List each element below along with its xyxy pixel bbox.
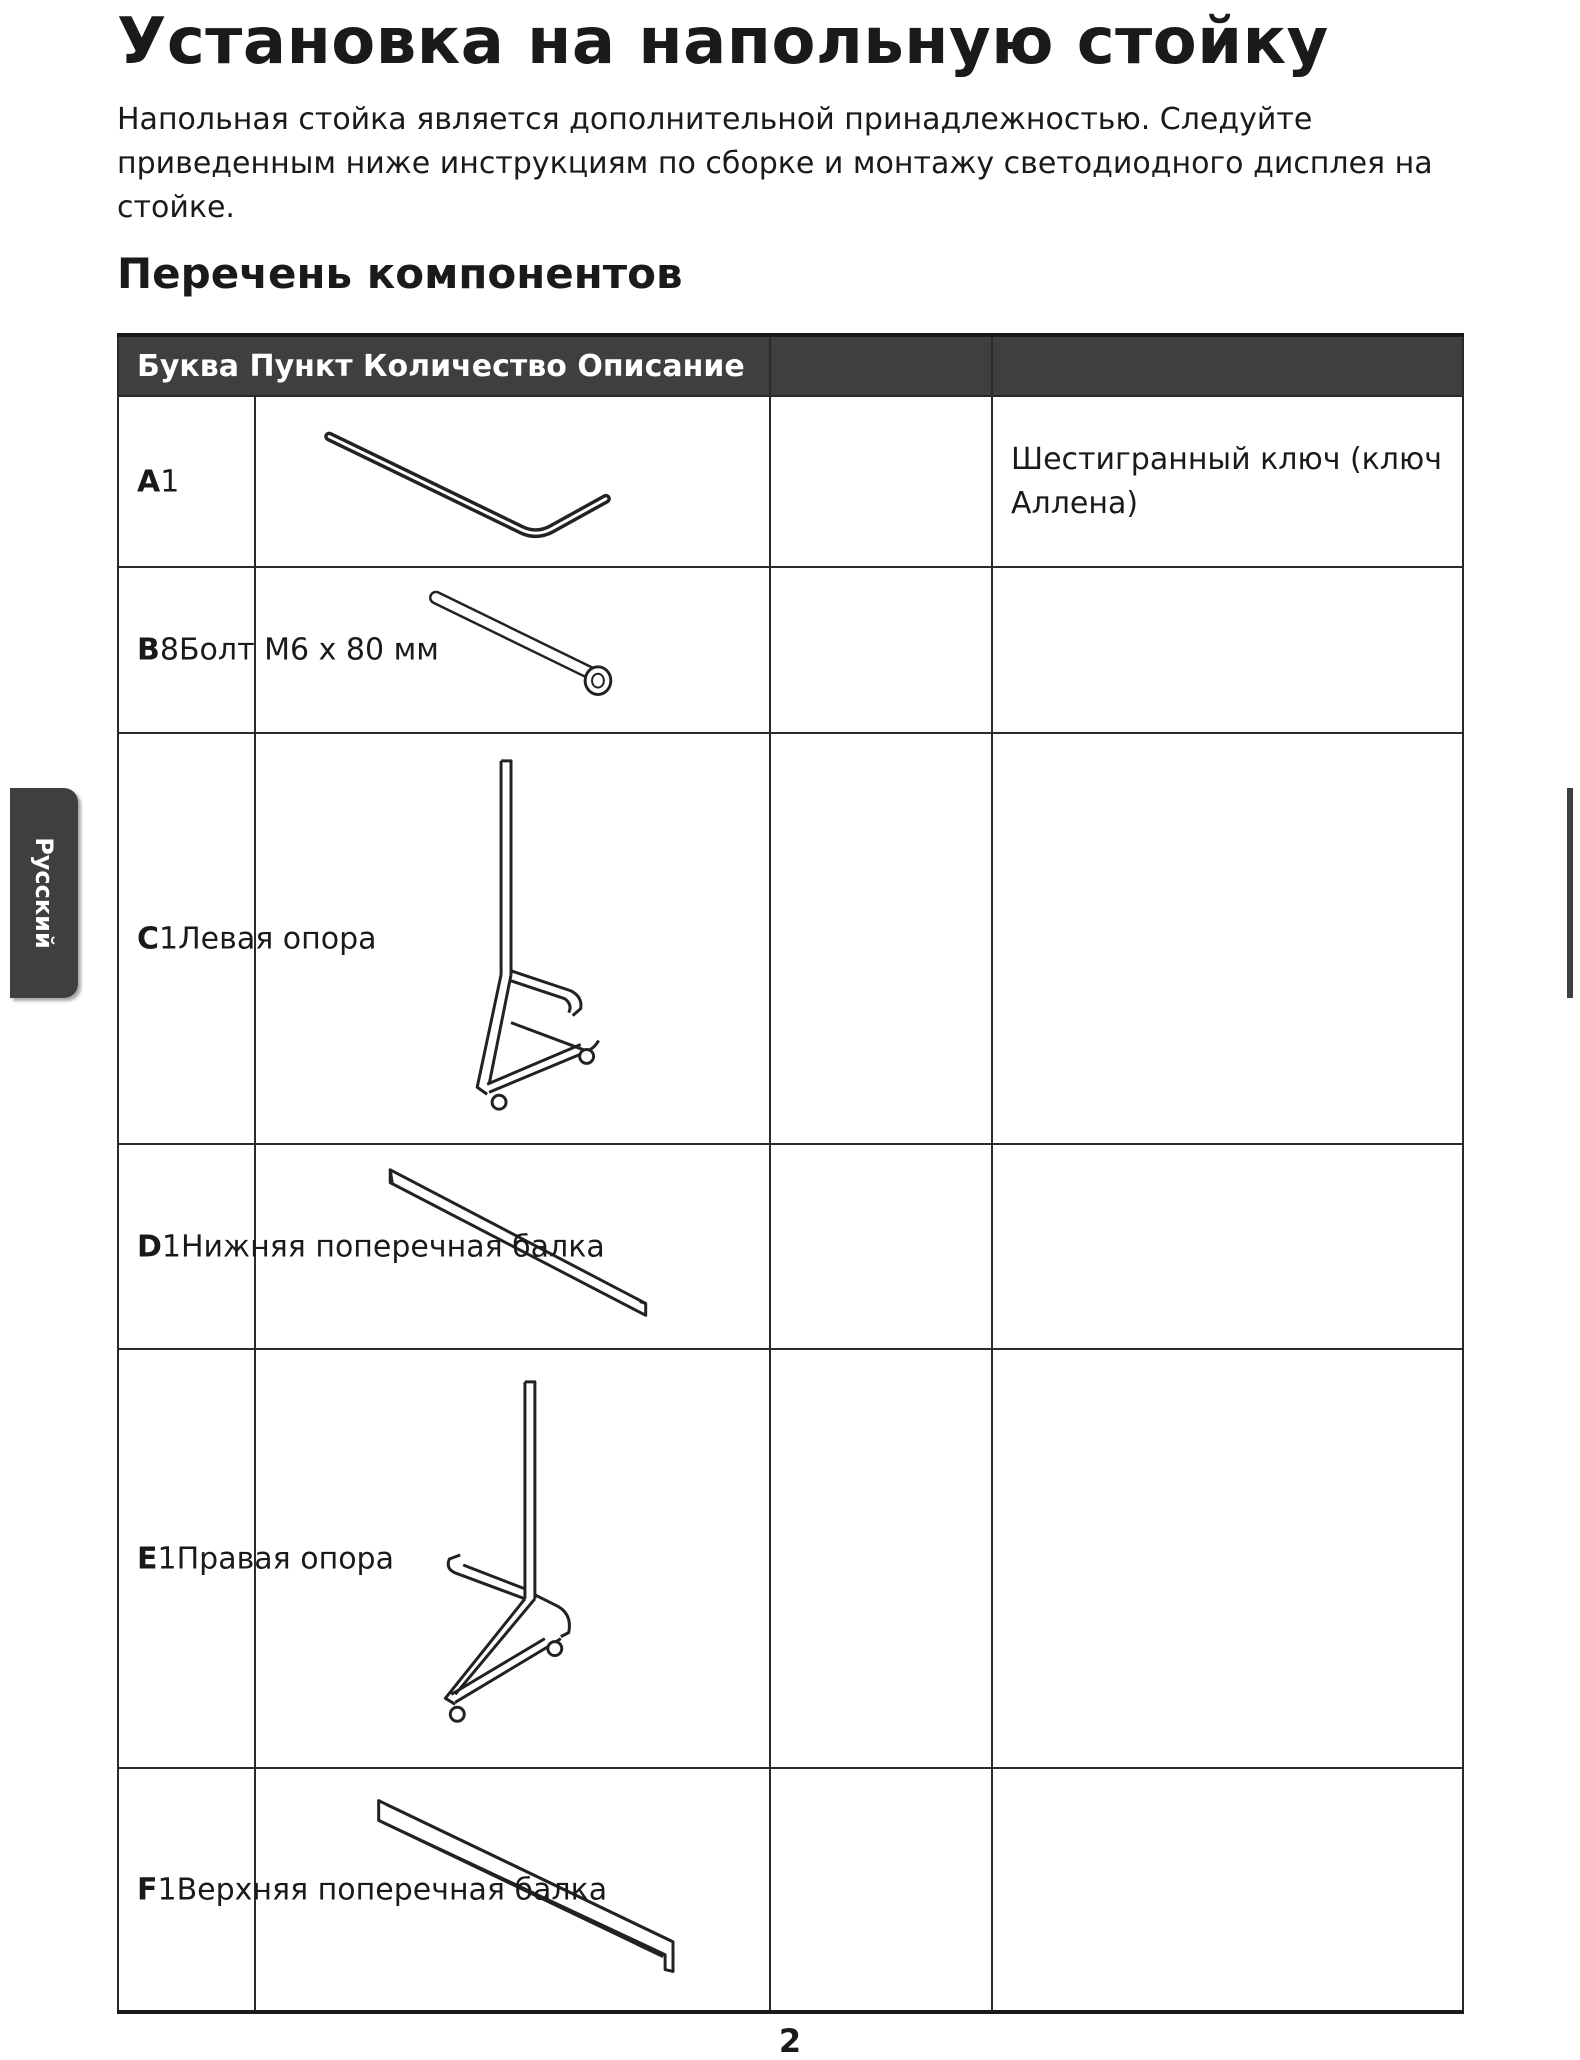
row-label (137, 1872, 607, 1907)
letter-cell (118, 1349, 394, 1768)
table-row (118, 1144, 1463, 1349)
empty-cell (770, 1349, 992, 1768)
description-cell (992, 1349, 1463, 1768)
language-tab (10, 788, 78, 998)
row-name: Левая опора (178, 921, 377, 956)
row-label (137, 1229, 605, 1264)
section-title: Перечень компонентов (117, 249, 683, 298)
row-label (137, 633, 439, 668)
side-edge-mark (1567, 788, 1573, 998)
row-name: Правая опора (176, 1541, 394, 1576)
table-header-text: Буква Пункт Количество Описание (137, 348, 745, 384)
row-qty: 1 (160, 464, 180, 499)
language-tab-label: Русский (30, 837, 58, 949)
table-header-cell (118, 335, 770, 396)
row-name: Нижняя поперечная балка (181, 1229, 605, 1264)
row-qty: 1 (157, 1541, 177, 1576)
components-table (117, 333, 1464, 2014)
description-cell: Шестигранный ключ (ключ Аллена) (992, 396, 1463, 567)
row-name: Верхняя поперечная балка (176, 1872, 608, 1907)
letter-cell (118, 1768, 608, 2012)
letter-cell (118, 1144, 605, 1349)
table-row (118, 567, 1463, 733)
letter-cell (118, 396, 255, 567)
row-name: Болт М6 х 80 мм (178, 632, 439, 668)
description-cell (992, 1768, 1463, 2012)
table-row (118, 396, 1463, 567)
empty-cell (770, 1768, 992, 2012)
page-title: Установка на напольную стойку (117, 5, 1329, 79)
image-cell (255, 396, 770, 567)
description-cell (992, 733, 1463, 1144)
description-cell (992, 1144, 1463, 1349)
row-qty: 1 (159, 921, 179, 956)
row-letter: A (137, 464, 161, 499)
row-qty: 8 (159, 632, 179, 668)
empty-cell (770, 1144, 992, 1349)
row-label (137, 921, 377, 956)
table-header-row (118, 335, 1463, 396)
letter-cell (118, 733, 377, 1144)
row-qty: 1 (157, 1872, 177, 1907)
row-qty: 1 (161, 1229, 181, 1264)
empty-cell (770, 567, 992, 733)
row-letter: F (137, 1872, 158, 1907)
table-row (118, 1349, 1463, 1768)
row-label (137, 1541, 394, 1576)
hex-key-illustration (256, 397, 769, 566)
table-header-empty-cell (770, 335, 992, 396)
row-letter: C (137, 921, 160, 956)
intro-paragraph: Напольная стойка является дополнительной принадлежностью. Следуйте приведенным ниже инструкциям по сборке и монтажу светодиодного дисплея на стойке. (117, 102, 1433, 225)
row-letter: D (137, 1229, 162, 1264)
page-number: 2 (778, 2022, 802, 2060)
table-header-empty-cell (992, 335, 1463, 396)
table-row (118, 733, 1463, 1144)
letter-cell (118, 567, 439, 733)
table-row (118, 1768, 1463, 2012)
row-label (137, 464, 179, 499)
description-cell (992, 567, 1463, 733)
row-letter: B (137, 632, 160, 668)
row-letter: E (137, 1541, 158, 1576)
empty-cell (770, 733, 992, 1144)
empty-cell (770, 396, 992, 567)
